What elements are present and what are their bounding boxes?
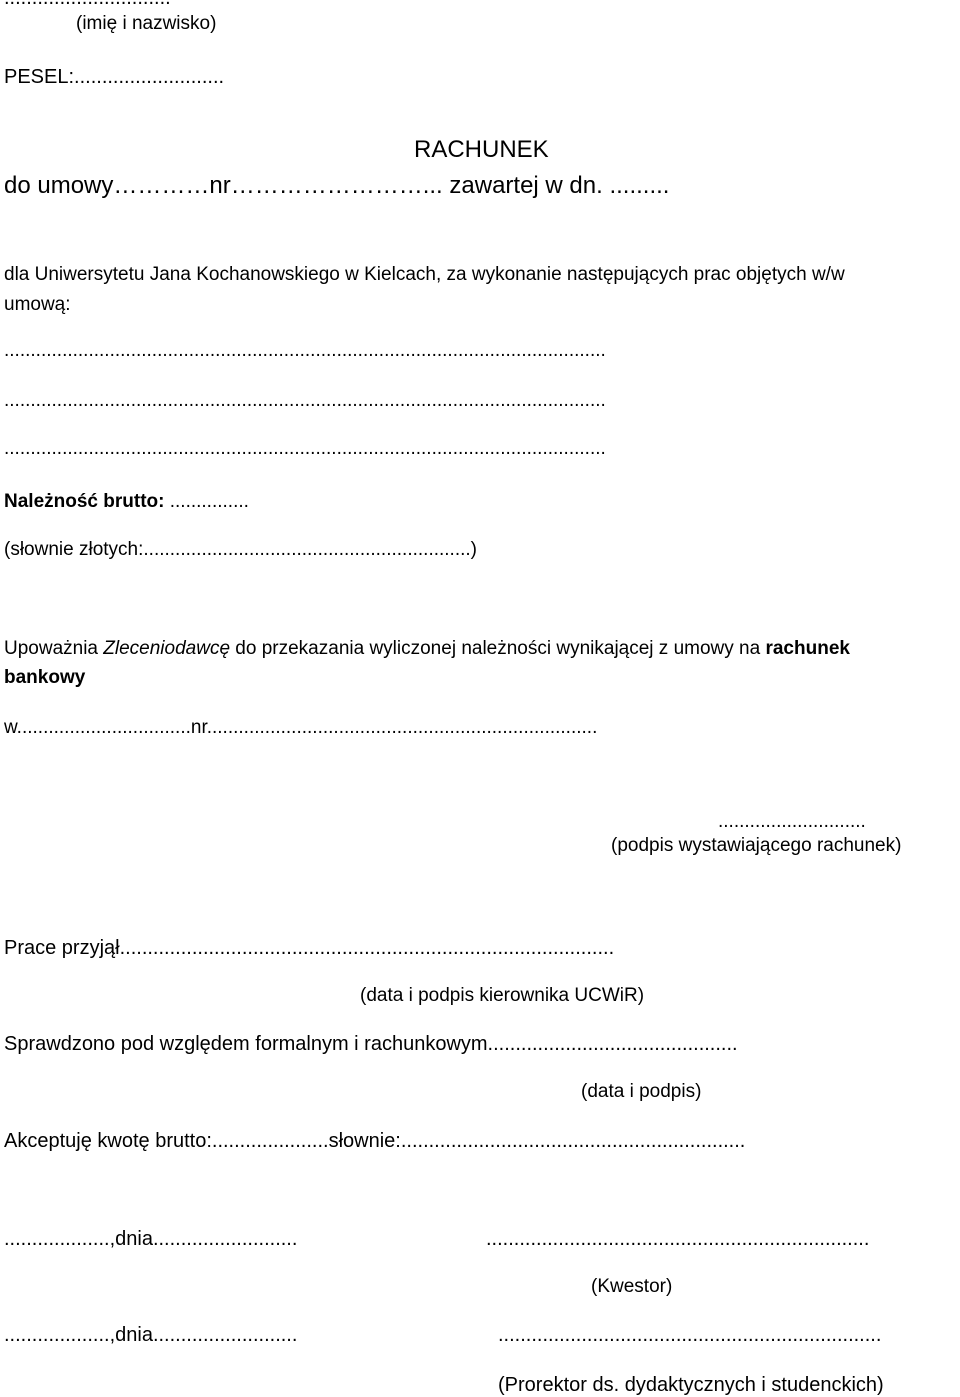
work-line-1: .................................................................................................................. [4, 340, 606, 361]
authorization-text-continued: bankowy [4, 667, 86, 688]
issuer-signature-line: ............................ [718, 811, 866, 832]
amount-in-words: (słownie złotych:..............................................................) [4, 539, 477, 560]
work-line-3: .................................................................................................................. [4, 438, 606, 459]
date-line-2: ...................,dnia.......................... [4, 1324, 298, 1346]
authorization-text [4, 638, 850, 661]
gross-amount-label: Należność brutto: [4, 491, 170, 512]
verification-line: Sprawdzono pod względem formalnym i rachunkowym............................................. [4, 1033, 738, 1055]
accepted-caption: (data i podpis kierownika UCWiR) [360, 985, 645, 1006]
authorization-part-1: Upoważnia [4, 638, 104, 659]
vice-rector-caption: (Prorektor ds. dydaktycznych i studenckich) [498, 1374, 884, 1396]
signature-line-2: ..................................................................... [498, 1324, 882, 1346]
bank-account-line: w.................................nr.......................................................................... [4, 717, 598, 738]
intro-text-continued: umową: [4, 294, 71, 315]
contract-line: do umowy…………nr……………………... zawartej w dn. ......... [4, 172, 670, 199]
authorization-principal: Zleceniodawcę [103, 638, 231, 659]
pesel-line: PESEL:........................... [4, 66, 225, 88]
work-line-2: .................................................................................................................. [4, 390, 606, 411]
date-line-1: ...................,dnia.......................... [4, 1228, 298, 1250]
signature-line-1: ..................................................................... [486, 1228, 870, 1250]
name-line [4, 0, 171, 10]
gross-amount-line [4, 491, 249, 514]
issuer-signature-caption: (podpis wystawiającego rachunek) [611, 835, 902, 856]
approval-line: Akceptuję kwotę brutto:.....................słownie:.............................................................. [4, 1130, 746, 1152]
verification-caption: (data i podpis) [581, 1081, 702, 1102]
document-title: RACHUNEK [414, 136, 549, 163]
quaestor-caption: (Kwestor) [591, 1276, 673, 1297]
authorization-account-word: rachunek [765, 638, 850, 659]
intro-text: dla Uniwersytetu Jana Kochanowskiego w Kielcach, za wykonanie następujących prac objętych w/w [4, 264, 845, 285]
authorization-part-2: do przekazania wyliczonej należności wynikającej z umowy na [230, 638, 766, 659]
name-caption: (imię i nazwisko) [76, 13, 217, 34]
gross-amount-dots: ............... [169, 491, 249, 512]
accepted-line: Prace przyjął......................................................................................... [4, 937, 615, 959]
